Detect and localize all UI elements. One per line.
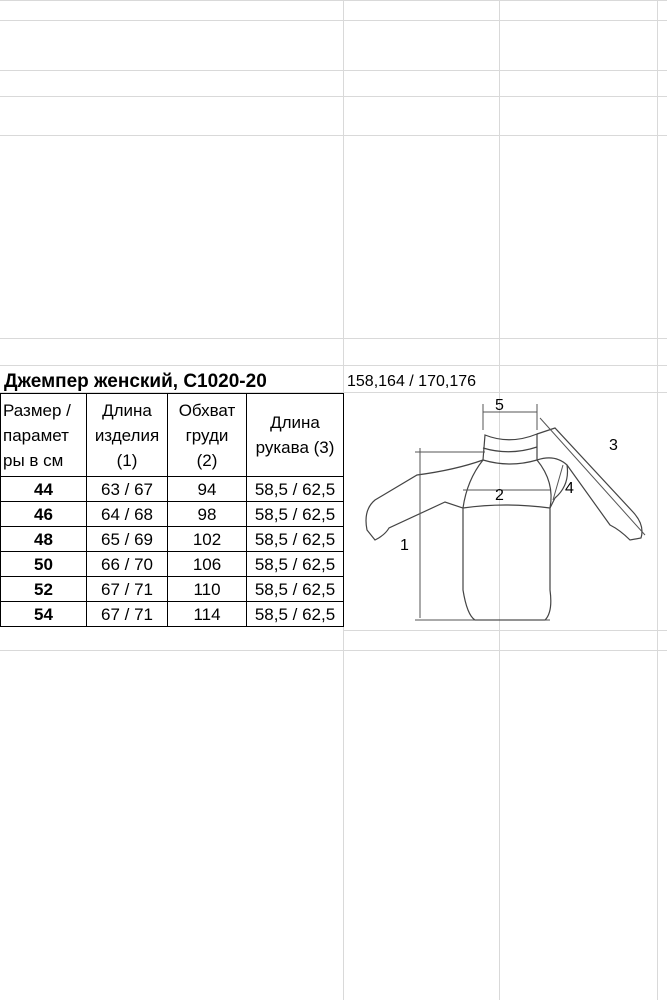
length-cell: 67 / 71 (87, 577, 168, 602)
table-row (1, 477, 344, 502)
size-cell: 52 (1, 577, 87, 602)
grid-line (0, 650, 667, 651)
length-cell: 64 / 68 (87, 502, 168, 527)
sleeve-cell: 58,5 / 62,5 (247, 527, 344, 552)
chest-cell: 94 (168, 477, 247, 502)
chest-cell: 114 (168, 602, 247, 627)
table-row (1, 527, 344, 552)
grid-line (0, 96, 667, 97)
sweater-outline (366, 428, 642, 620)
measure-label-5: 5 (495, 397, 504, 414)
sleeve-cell: 58,5 / 62,5 (247, 477, 344, 502)
table-header-row (1, 394, 344, 477)
grid-line (0, 70, 667, 71)
chest-cell: 106 (168, 552, 247, 577)
header-sleeve (247, 394, 344, 477)
size-cell: 50 (1, 552, 87, 577)
grid-line (0, 135, 667, 136)
sleeve-cell: 58,5 / 62,5 (247, 602, 344, 627)
table-row (1, 602, 344, 627)
sleeve-cell: 58,5 / 62,5 (247, 577, 344, 602)
grid-line (0, 20, 667, 21)
grid-line (0, 365, 667, 366)
table-row (1, 577, 344, 602)
product-title: Джемпер женский, С1020-20 (4, 371, 267, 392)
header-line: Длина (270, 413, 320, 432)
sleeve-cell: 58,5 / 62,5 (247, 552, 344, 577)
size-cell: 54 (1, 602, 87, 627)
measure-label-1: 1 (400, 537, 409, 554)
header-size (1, 394, 87, 477)
header-line: парамет (3, 425, 69, 445)
measure-label-4: 4 (565, 480, 574, 497)
chest-cell: 110 (168, 577, 247, 602)
size-cell: 48 (1, 527, 87, 552)
chest-cell: 98 (168, 502, 247, 527)
header-line: Длина (102, 400, 152, 420)
header-line: груди (185, 425, 229, 445)
grid-line (0, 338, 667, 339)
header-line: изделия (94, 425, 160, 445)
measure-label-3: 3 (609, 437, 618, 454)
measure-label-2: 2 (495, 487, 504, 504)
chest-cell: 102 (168, 527, 247, 552)
header-chest (168, 394, 247, 477)
size-cell: 44 (1, 477, 87, 502)
header-length (87, 394, 168, 477)
sleeve-cell: 58,5 / 62,5 (247, 502, 344, 527)
header-line: Обхват (178, 400, 236, 420)
garment-diagram (345, 390, 667, 640)
grid-line (0, 0, 667, 1)
header-line: Размер / (3, 400, 71, 420)
length-cell: 65 / 69 (87, 527, 168, 552)
height-range: 158,164 / 170,176 (347, 373, 477, 390)
header-line: (1) (116, 450, 138, 470)
length-cell: 67 / 71 (87, 602, 168, 627)
header-line: ры в см (3, 450, 64, 470)
size-table (0, 393, 344, 627)
header-line: рукава (3) (255, 438, 335, 457)
header-line: (2) (196, 450, 218, 470)
table-row (1, 502, 344, 527)
table-row (1, 552, 344, 577)
size-cell: 46 (1, 502, 87, 527)
length-cell: 63 / 67 (87, 477, 168, 502)
length-cell: 66 / 70 (87, 552, 168, 577)
